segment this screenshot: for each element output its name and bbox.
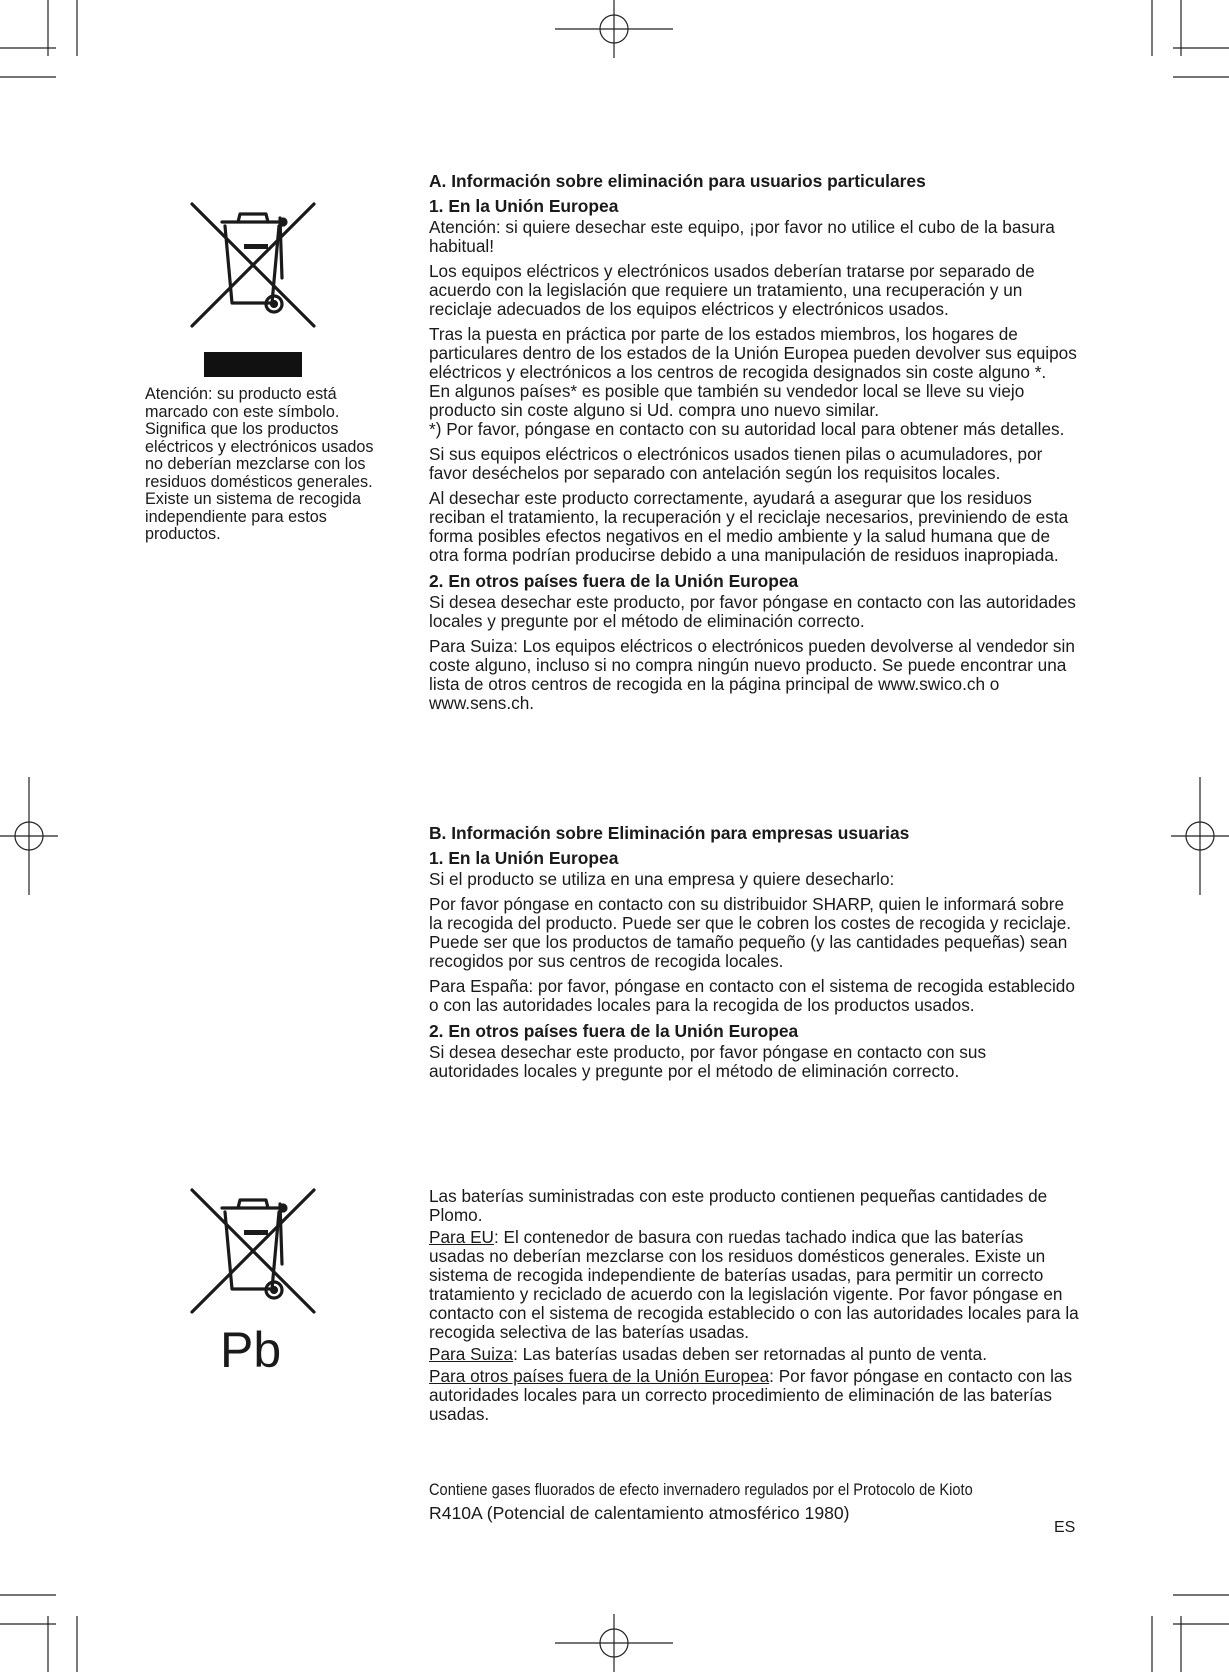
section-a-other-heading: 2. En otros países fuera de la Unión Europea bbox=[429, 571, 799, 591]
section-a-eu-heading: 1. En la Unión Europea bbox=[429, 196, 619, 216]
symbol-note: Atención: su producto está marcado con este símbolo. Significa que los productos eléctricos y electrónicos usados no deberían mezclarse con los residuos domésticos generales. Existe un sistema de recogida independiente para estos productos. bbox=[145, 385, 374, 543]
section-b-other-heading: 2. En otros países fuera de la Unión Europea bbox=[429, 1021, 799, 1041]
battery-other-paragraph bbox=[429, 1367, 1079, 1424]
battery-ch-label: Para Suiza bbox=[429, 1344, 514, 1364]
battery-crossed-bin-icon bbox=[188, 1186, 318, 1316]
section-a-other-p2: Para Suiza: Los equipos eléctricos o electrónicos pueden devolverse al vendedor sin coste alguno, incluso si no compra ningún nuevo producto. Se puede encontrar una lista de otros centros de recogida en la página principal de www.swico.ch o www.sens.ch. bbox=[429, 636, 1075, 713]
language-code: ES bbox=[1054, 1519, 1076, 1536]
business-disposal-information bbox=[429, 823, 1079, 1087]
section-b-eu-p2: Por favor póngase en contacto con su distribuidor SHARP, quien le informará sobre la recogida del producto. Puede ser que le cobren los costes de recogida y reciclaje. Puede ser que los productos de tamaño pequeño (y las cantidades pequeñas) sean recogidos por sus centros de recogida locales. bbox=[429, 894, 1072, 971]
section-a-eu-p4: Si sus equipos eléctricos o electrónicos usados tienen pilas o acumuladores, por favor deséchelos por separado con antelación según los requisitos locales. bbox=[429, 444, 1043, 483]
section-a-eu-p5: Al desechar este producto correctamente, ayudará a asegurar que los residuos reciban el tratamiento, la recuperación y el reciclaje necesarios, previniendo de esta forma posibles efectos negativos en el medio ambiente y la salud humana que de otra forma podrían producirse debido a una manipulación de residuos inapropiada. bbox=[429, 488, 1069, 565]
section-a-eu-p3c: *) Por favor, póngase en contacto con su autoridad local para obtener más detalles. bbox=[429, 419, 1065, 439]
section-b-eu-p3: Para España: por favor, póngase en contacto con el sistema de recogida establecido o con las autoridades locales para la recogida de los productos usados. bbox=[429, 976, 1075, 1015]
section-a-eu-p1: Atención: si quiere desechar este equipo, ¡por favor no utilice el cubo de la basura habitual! bbox=[429, 217, 1055, 256]
section-a-other-p1: Si desea desechar este producto, por favor póngase en contacto con las autoridades locales y pregunte por el método de eliminación correcto. bbox=[429, 592, 1076, 631]
fluorinated-gases-note: Contiene gases fluorados de efecto invernadero regulados por el Protocolo de Kioto bbox=[429, 1480, 973, 1499]
battery-ch-text: : Las baterías usadas deben ser retornadas al punto de venta. bbox=[513, 1344, 988, 1364]
battery-ch-paragraph bbox=[429, 1345, 1079, 1364]
battery-other-text: : Por favor póngase en contacto con las autoridades locales para un correcto procedimiento de eliminación de las baterías usadas. bbox=[429, 1366, 1073, 1424]
section-b-eu-p1: Si el producto se utiliza en una empresa y quiere desecharlo: bbox=[429, 869, 895, 889]
section-b-other-p1: Si desea desechar este producto, por favor póngase en contacto con sus autoridades locales y pregunte por el método de eliminación correcto. bbox=[429, 1042, 987, 1081]
lead-symbol-label: Pb bbox=[220, 1322, 282, 1378]
battery-eu-label: Para EU bbox=[429, 1227, 494, 1247]
battery-eu-paragraph bbox=[429, 1228, 1079, 1342]
crossed-bin-icon bbox=[188, 200, 318, 330]
section-a-eu-p2: Los equipos eléctricos y electrónicos usados deberían tratarse por separado de acuerdo con la legislación que requiere un tratamiento, una recuperación y un reciclaje adecuados de los equipos eléctricos y electrónicos usados. bbox=[429, 261, 1035, 319]
disposal-information bbox=[429, 171, 1079, 719]
section-a-title: A. Información sobre eliminación para usuarios particulares bbox=[429, 171, 926, 191]
section-b-title: B. Información sobre Eliminación para empresas usuarias bbox=[429, 823, 910, 843]
symbol-bar bbox=[204, 352, 302, 377]
battery-information bbox=[429, 1187, 1079, 1430]
section-a-eu-p3a: Tras la puesta en práctica por parte de los estados miembros, los hogares de particulares dentro de los estados de la Unión Europea pueden devolver sus equipos eléctricos y electrónicos a los centros de recogida designados sin coste alguno *. bbox=[429, 324, 1077, 382]
refrigerant-note: R410A (Potencial de calentamiento atmosférico 1980) bbox=[429, 1503, 850, 1523]
section-b-eu-heading: 1. En la Unión Europea bbox=[429, 848, 619, 868]
battery-other-label: Para otros países fuera de la Unión Europea bbox=[429, 1366, 770, 1386]
battery-eu-text: : El contenedor de basura con ruedas tachado indica que las baterías usadas no deberían mezclarse con los residuos domésticos generales. Existe un sistema de recogida independiente de baterías usadas, para permitir un correcto tratamiento y reciclado de acuerdo con la legislación vigente. Por favor póngase en contacto con el sistema de recogida establecido o con las autoridades locales para la recogida selectiva de las baterías usadas. bbox=[429, 1227, 1079, 1342]
battery-intro: Las baterías suministradas con este producto contienen pequeñas cantidades de Plomo. bbox=[429, 1186, 1048, 1225]
section-a-eu-p3b: En algunos países* es posible que también su vendedor local se lleve su viejo producto sin coste alguno si Ud. compra uno nuevo similar. bbox=[429, 381, 1025, 420]
